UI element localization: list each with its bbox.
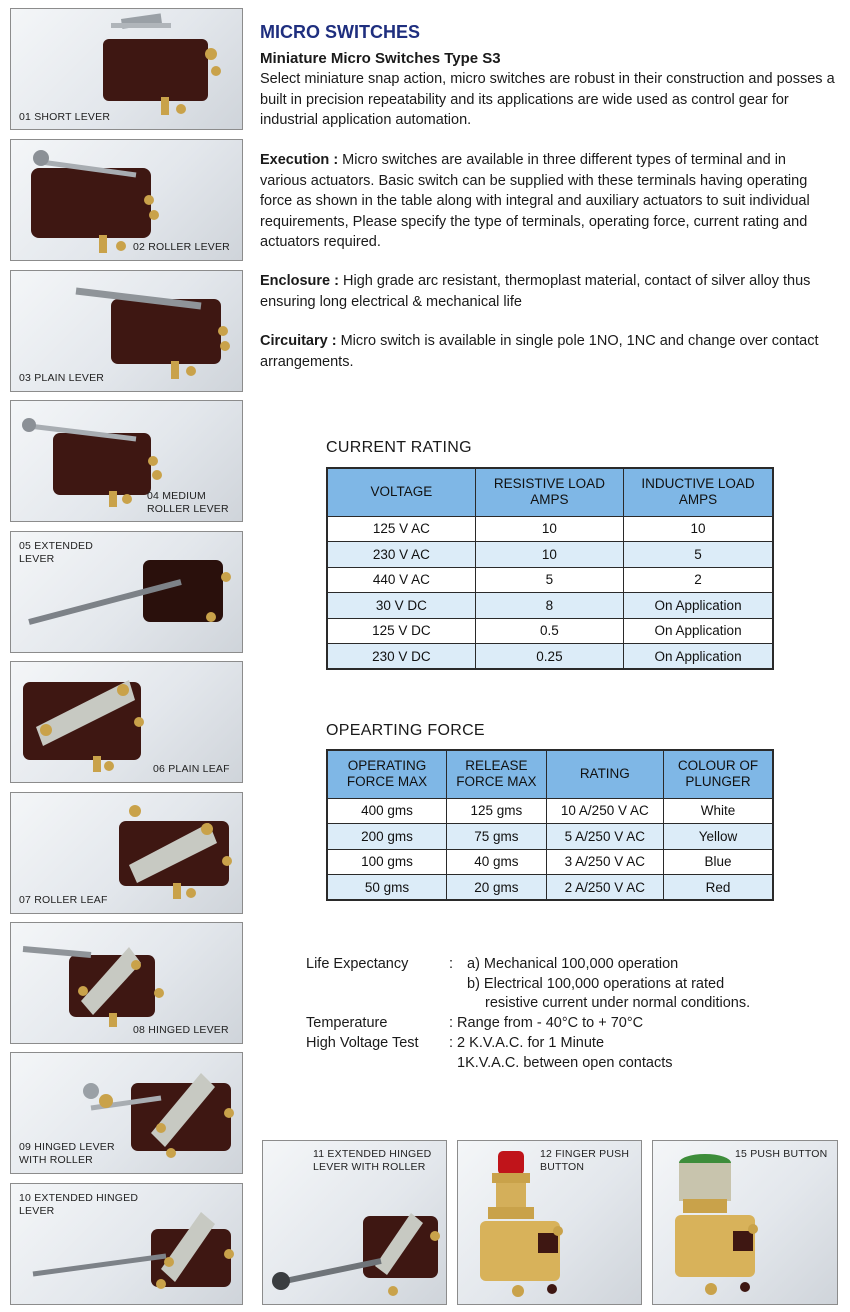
table-cell: On Application	[624, 644, 773, 670]
product-panel-01	[10, 8, 243, 130]
product-panel-15	[652, 1140, 838, 1305]
table-cell: 10	[475, 542, 623, 568]
table-cell: 8	[475, 593, 623, 619]
operating-force-header-operating: OPERATING FORCE MAX	[327, 750, 447, 798]
table-cell: 10 A/250 V AC	[546, 798, 663, 824]
product-panel-08	[10, 922, 243, 1044]
table-row	[327, 875, 773, 901]
product-label-05: 05 EXTENDED LEVER	[19, 540, 93, 565]
circuitary-paragraph	[260, 331, 835, 372]
table-row	[327, 798, 773, 824]
table-row	[327, 567, 773, 593]
product-panel-05	[10, 531, 243, 653]
product-label-07: 07 ROLLER LEAF	[19, 894, 108, 906]
circuitary-text: Micro switch is available in single pole 1NO, 1NC and change over contact arrangements.	[260, 333, 819, 370]
table-cell: 0.5	[475, 618, 623, 644]
temperature-value: : Range from - 40°C to + 70°C	[449, 1015, 644, 1031]
table-row	[327, 593, 773, 619]
table-cell: 10	[624, 516, 773, 542]
high-voltage-value: : 2 K.V.A.C. for 1 Minute	[449, 1035, 605, 1051]
table-cell: 10	[475, 516, 623, 542]
table-cell: 230 V DC	[327, 644, 475, 670]
table-cell: 230 V AC	[327, 542, 475, 568]
temperature-label: Temperature	[306, 1015, 388, 1031]
current-rating-header-resistive: RESISTIVE LOAD AMPS	[475, 468, 623, 516]
current-rating-table	[326, 467, 774, 670]
table-cell: Red	[663, 875, 773, 901]
enclosure-text: High grade arc resistant, thermoplast material, contact of silver alloy thus ensuring long electrical & mechanical life	[260, 273, 811, 310]
high-voltage-label: High Voltage Test	[306, 1035, 419, 1051]
execution-text: Micro switches are available in three different types of terminal and in various actuators. Basic switch can be supplied with these terminals having operating force as shown in the table along with integral and auxiliary actuators to suit individual requirements, Please specify the type of terminals, operating force, current rating and actuators required.	[260, 152, 810, 250]
table-cell: 30 V DC	[327, 593, 475, 619]
product-panel-02	[10, 139, 243, 261]
table-cell: 5	[624, 542, 773, 568]
product-panel-07	[10, 792, 243, 914]
product-panel-06	[10, 661, 243, 783]
operating-force-header-colour: COLOUR OF PLUNGER	[663, 750, 773, 798]
life-expectancy-label: Life Expectancy	[306, 956, 409, 972]
table-cell: 2	[624, 567, 773, 593]
table-cell: 440 V AC	[327, 567, 475, 593]
life-expectancy-colon: :	[449, 956, 454, 972]
operating-force-heading: OPEARTING FORCE	[326, 722, 485, 739]
table-cell: 125 gms	[447, 798, 547, 824]
intro-paragraph: Select miniature snap action, micro switches are robust in their construction and posses a built in precision repeatability and its applications are wide used as control gear for industrial application automation.	[260, 71, 835, 128]
enclosure-label: Enclosure :	[260, 273, 339, 289]
current-rating-heading: CURRENT RATING	[326, 439, 472, 456]
product-label-12: 12 FINGER PUSH BUTTON	[540, 1148, 630, 1173]
table-cell: On Application	[624, 618, 773, 644]
table-cell: 125 V DC	[327, 618, 475, 644]
table-cell: On Application	[624, 593, 773, 619]
product-panel-09	[10, 1052, 243, 1174]
table-cell: 100 gms	[327, 849, 447, 875]
table-row	[327, 542, 773, 568]
current-rating-header-inductive: INDUCTIVE LOAD AMPS	[624, 468, 773, 516]
enclosure-paragraph	[260, 271, 835, 312]
life-expectancy-electrical-cont: resistive current under normal conditions.	[485, 995, 751, 1011]
product-label-08: 08 HINGED LEVER	[133, 1024, 229, 1036]
execution-paragraph	[260, 150, 835, 253]
product-label-04: 04 MEDIUM ROLLER LEVER	[147, 490, 229, 515]
table-row	[327, 516, 773, 542]
high-voltage-value-cont: 1K.V.A.C. between open contacts	[457, 1055, 673, 1071]
product-panel-12	[457, 1140, 642, 1305]
table-cell: 20 gms	[447, 875, 547, 901]
table-cell: 200 gms	[327, 824, 447, 850]
table-cell: White	[663, 798, 773, 824]
table-cell: 0.25	[475, 644, 623, 670]
product-panel-10	[10, 1183, 243, 1305]
product-panel-03	[10, 270, 243, 392]
product-label-03: 03 PLAIN LEVER	[19, 372, 105, 384]
table-row	[327, 644, 773, 670]
table-cell: 5 A/250 V AC	[546, 824, 663, 850]
page-title: MICRO SWITCHES	[260, 22, 420, 42]
table-row	[327, 849, 773, 875]
product-label-06: 06 PLAIN LEAF	[153, 763, 230, 775]
product-label-11: 11 EXTENDED HINGED LEVER WITH ROLLER	[313, 1148, 432, 1173]
table-cell: 125 V AC	[327, 516, 475, 542]
table-row	[327, 618, 773, 644]
life-expectancy-mechanical: a) Mechanical 100,000 operation	[467, 956, 679, 972]
table-cell: 50 gms	[327, 875, 447, 901]
product-label-01: 01 SHORT LEVER	[19, 111, 111, 123]
life-expectancy-electrical: b) Electrical 100,000 operations at rated	[467, 976, 725, 992]
table-cell: 75 gms	[447, 824, 547, 850]
product-label-02: 02 ROLLER LEVER	[133, 241, 230, 253]
execution-label: Execution :	[260, 152, 339, 168]
product-panel-11	[262, 1140, 447, 1305]
table-cell: Blue	[663, 849, 773, 875]
current-rating-header-voltage: VOLTAGE	[327, 468, 475, 516]
table-cell: 5	[475, 567, 623, 593]
circuitary-label: Circuitary :	[260, 333, 337, 349]
table-cell: 2 A/250 V AC	[546, 875, 663, 901]
table-cell: 400 gms	[327, 798, 447, 824]
operating-force-header-release: RELEASE FORCE MAX	[447, 750, 547, 798]
operating-force-table	[326, 749, 774, 901]
push-button-switch-image	[653, 1141, 838, 1305]
table-row	[327, 824, 773, 850]
table-cell: 40 gms	[447, 849, 547, 875]
product-panel-04	[10, 400, 243, 522]
product-label-10: 10 EXTENDED HINGED LEVER	[19, 1192, 139, 1217]
operating-force-header-rating: RATING	[546, 750, 663, 798]
product-label-15: 15 PUSH BUTTON	[735, 1148, 828, 1160]
product-label-09: 09 HINGED LEVER WITH ROLLER	[19, 1141, 115, 1166]
table-cell: 3 A/250 V AC	[546, 849, 663, 875]
page-subtitle: Miniature Micro Switches Type S3	[260, 50, 501, 67]
table-cell: Yellow	[663, 824, 773, 850]
